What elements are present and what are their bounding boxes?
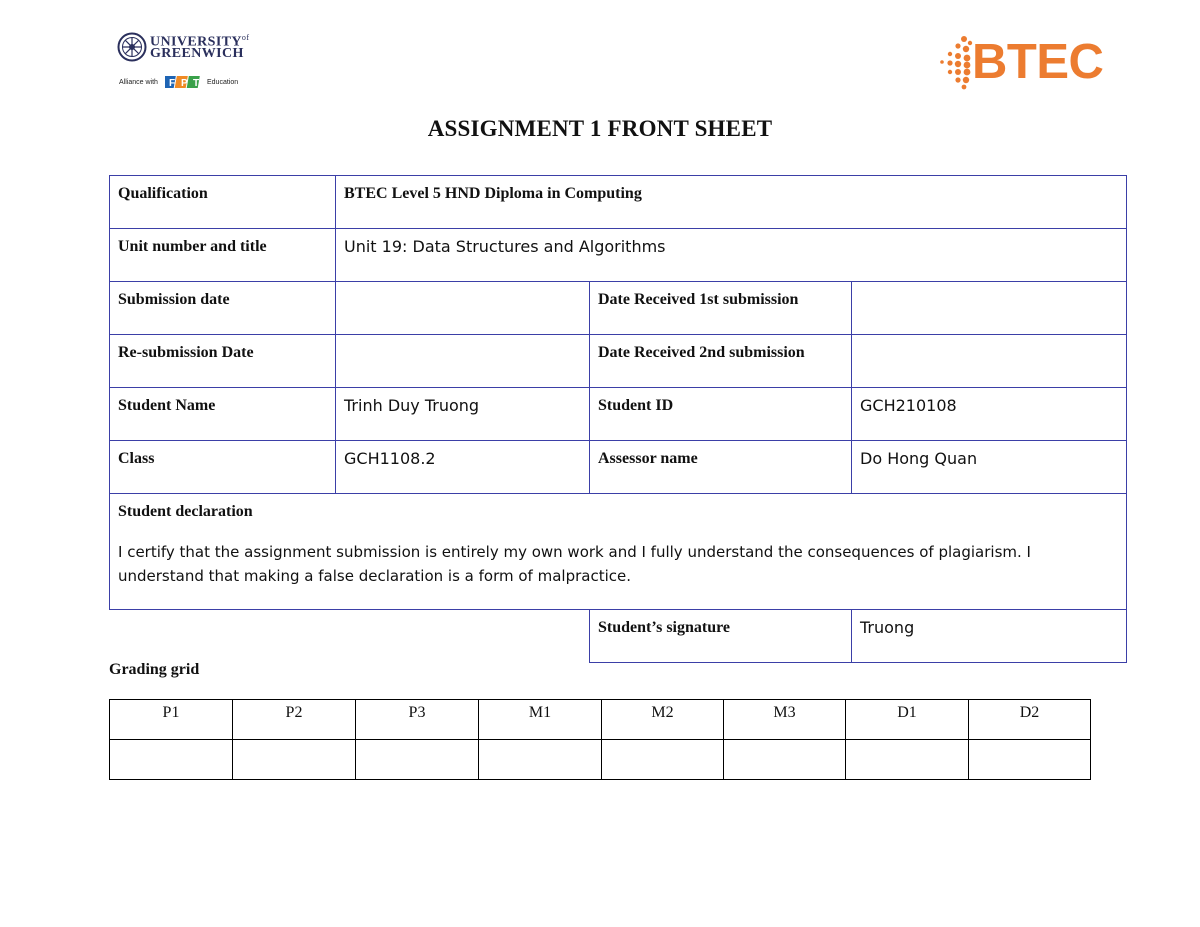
grade-header-d1: D1 xyxy=(846,700,969,740)
resubmission-date-value xyxy=(336,335,590,388)
grade-value-d1 xyxy=(846,740,969,780)
date-received-1-label: Date Received 1st submission xyxy=(590,282,852,335)
class-value: GCH1108.2 xyxy=(336,441,590,494)
unit-value: Unit 19: Data Structures and Algorithms xyxy=(336,229,1127,282)
grade-header-d2: D2 xyxy=(969,700,1091,740)
unit-label: Unit number and title xyxy=(110,229,336,282)
page-title: ASSIGNMENT 1 FRONT SHEET xyxy=(427,116,773,141)
grade-value-p2 xyxy=(233,740,356,780)
declaration-title: Student declaration xyxy=(118,503,253,520)
submission-date-value xyxy=(336,282,590,335)
grading-value-row xyxy=(110,740,1091,780)
date-received-2-value xyxy=(852,335,1127,388)
university-wordmark: UNIVERSITY xyxy=(150,34,242,50)
btec-wordmark: BTEC xyxy=(972,35,1104,89)
grade-value-p1 xyxy=(110,740,233,780)
btec-logo xyxy=(936,32,1121,92)
grade-value-p3 xyxy=(356,740,479,780)
front-sheet-info-table xyxy=(109,175,1127,663)
signature-value: Truong xyxy=(852,610,1127,663)
class-row xyxy=(110,441,1127,494)
university-of-greenwich-logo xyxy=(117,32,257,92)
grade-header-p1: P1 xyxy=(110,700,233,740)
qualification-value: BTEC Level 5 HND Diploma in Computing xyxy=(336,176,1127,229)
declaration-text: I certify that the assignment submission is entirely my own work and I fully understand the consequences of plagiarism. I understand that making a false declaration is a form of malpractice. xyxy=(118,543,1031,585)
date-received-1-value xyxy=(852,282,1127,335)
fpt-letter-p: P xyxy=(181,78,188,89)
student-name-label: Student Name xyxy=(110,388,336,441)
grade-header-m1: M1 xyxy=(479,700,602,740)
grade-value-m3 xyxy=(724,740,846,780)
declaration-cell xyxy=(110,494,1127,610)
qualification-row xyxy=(110,176,1127,229)
greenwich-wordmark: GREENWICH xyxy=(150,46,244,61)
grading-header-row xyxy=(110,700,1091,740)
qualification-label: Qualification xyxy=(110,176,336,229)
signature-label: Student’s signature xyxy=(590,610,852,663)
grade-header-m3: M3 xyxy=(724,700,846,740)
university-of-wordmark: of xyxy=(241,33,250,42)
student-id-value: GCH210108 xyxy=(852,388,1127,441)
submission-date-label: Submission date xyxy=(110,282,336,335)
fpt-logo xyxy=(165,75,203,89)
class-label: Class xyxy=(110,441,336,494)
grade-header-p3: P3 xyxy=(356,700,479,740)
alliance-with-text: Alliance with xyxy=(119,79,158,86)
assessor-label: Assessor name xyxy=(590,441,852,494)
grading-grid-label: Grading grid xyxy=(109,661,200,678)
signature-spacer xyxy=(110,610,590,663)
unit-row xyxy=(110,229,1127,282)
education-text: Education xyxy=(207,79,239,86)
grade-value-m1 xyxy=(479,740,602,780)
fpt-letter-t: T xyxy=(193,78,200,89)
student-id-label: Student ID xyxy=(590,388,852,441)
fpt-letter-f: F xyxy=(169,78,176,89)
grade-header-p2: P2 xyxy=(233,700,356,740)
grade-header-m2: M2 xyxy=(602,700,724,740)
student-name-value: Trinh Duy Truong xyxy=(336,388,590,441)
declaration-row xyxy=(110,494,1127,610)
student-row xyxy=(110,388,1127,441)
university-seal-icon xyxy=(117,32,147,62)
btec-dots-icon xyxy=(936,34,974,90)
resubmission-date-label: Re-submission Date xyxy=(110,335,336,388)
date-received-2-label: Date Received 2nd submission xyxy=(590,335,852,388)
grade-value-m2 xyxy=(602,740,724,780)
grading-grid-table xyxy=(109,699,1091,780)
signature-row xyxy=(110,610,1127,663)
resubmission-row xyxy=(110,335,1127,388)
grade-value-d2 xyxy=(969,740,1091,780)
assessor-value: Do Hong Quan xyxy=(852,441,1127,494)
submission-date-row xyxy=(110,282,1127,335)
